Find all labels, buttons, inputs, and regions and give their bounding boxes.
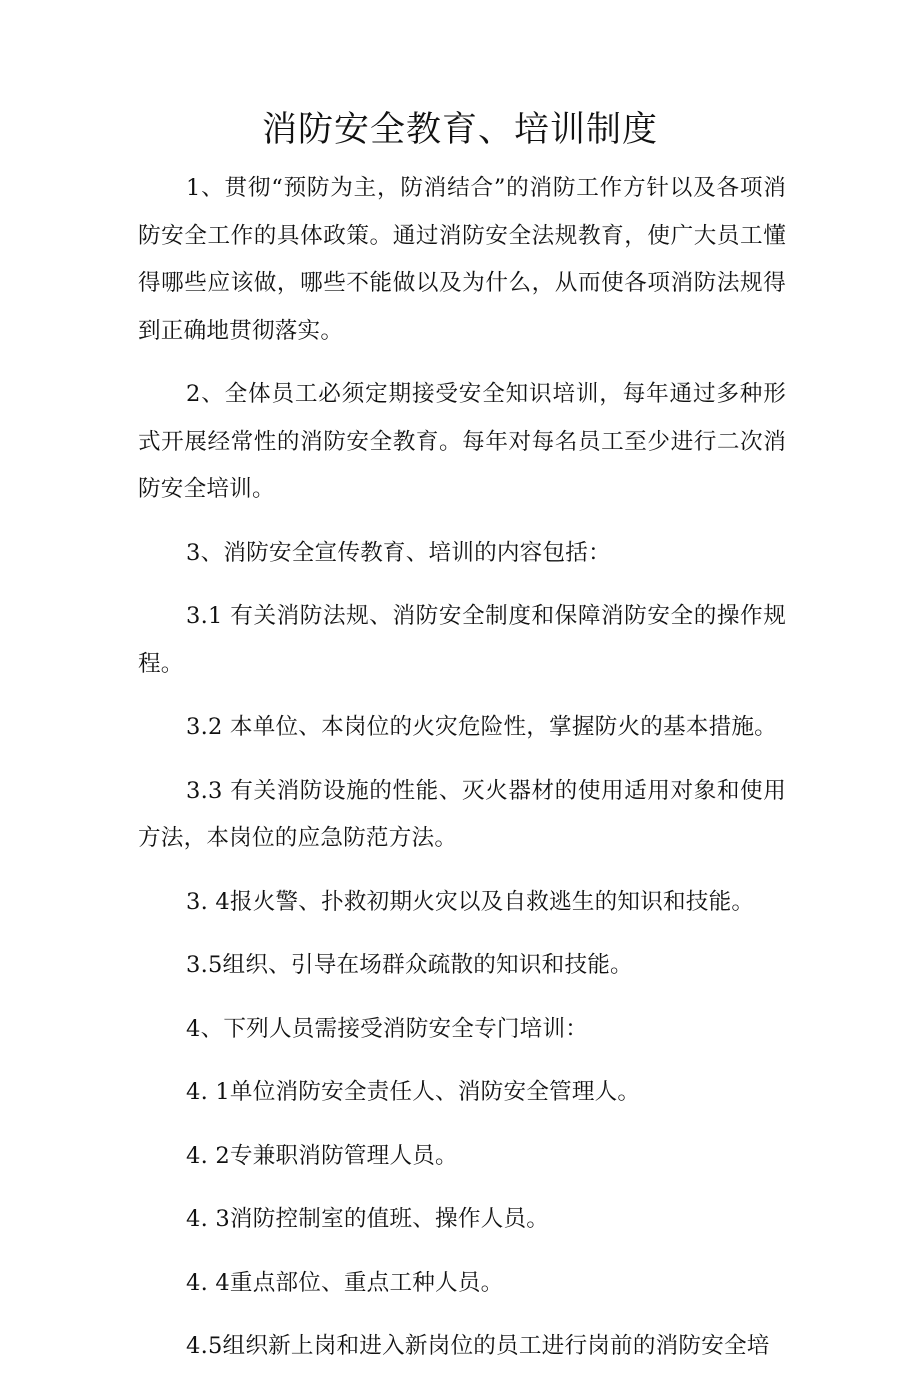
paragraph-3-3: 3.3 有关消防设施的性能、灭火器材的使用适用对象和使用方法，本岗位的应急防范方法。 bbox=[138, 777, 786, 851]
paragraph-2: 2、全体员工必须定期接受安全知识培训，每年通过多种形式开展经常性的消防安全教育。每年对每名员工至少进行二次消防安全培训。 bbox=[138, 381, 786, 502]
paragraph-3: 3、消防安全宣传教育、培训的内容包括： bbox=[186, 539, 611, 566]
paragraph-1: 1、贯彻“预防为主，防消结合”的消防工作方针以及各项消防安全工作的具体政策。通过消防安全法规教育，使广大员工懂得哪些应该做，哪些不能做以及为什么，从而使各项消防法规得到正确地贯彻落实。 bbox=[138, 175, 786, 344]
document-body bbox=[138, 165, 786, 1387]
paragraph-4: 4、下列人员需接受消防安全专门培训： bbox=[186, 1015, 589, 1042]
paragraph-4-2: 4. 2专兼职消防管理人员。 bbox=[186, 1142, 458, 1169]
paragraph-4-1: 4. 1单位消防安全责任人、消防安全管理人。 bbox=[186, 1079, 641, 1105]
paragraph-3-5: 3.5组织、引导在场群众疏散的知识和技能。 bbox=[186, 952, 633, 978]
paragraph-3-4: 3. 4报火警、扑救初期火灾以及自救逃生的知识和技能。 bbox=[186, 888, 755, 915]
paragraph-4-3: 4. 3消防控制室的值班、操作人员。 bbox=[186, 1206, 550, 1232]
paragraph-4-5: 4.5组织新上岗和进入新岗位的员工进行岗前的消防安全培 bbox=[186, 1333, 770, 1359]
document-title: 消防安全教育、培训制度 bbox=[261, 110, 658, 150]
paragraph-4-4: 4. 4重点部位、重点工种人员。 bbox=[186, 1269, 504, 1296]
paragraph-3-1: 3.1 有关消防法规、消防安全制度和保障消防安全的操作规程。 bbox=[138, 603, 786, 677]
paragraph-3-2: 3.2 本单位、本岗位的火灾危险性，掌握防火的基本措施。 bbox=[186, 714, 777, 740]
